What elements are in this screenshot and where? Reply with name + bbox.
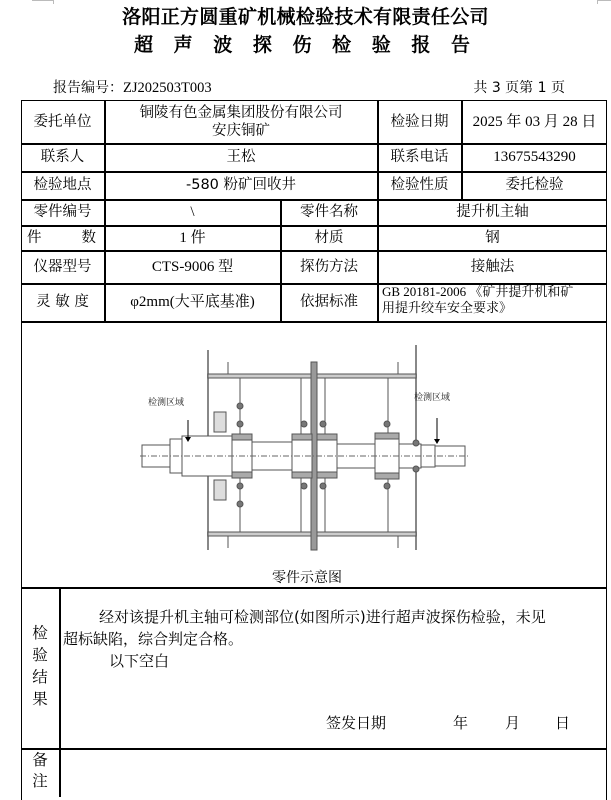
- report-title: 超 声 波 探 伤 检 验 报 告: [134, 34, 477, 56]
- site-label: 检验地点: [33, 177, 92, 193]
- nature-label: 检验性质: [390, 177, 449, 193]
- sign-month: 月: [505, 714, 521, 732]
- sensitivity-value: φ2mm(大平底基准): [130, 294, 255, 310]
- report-number-label: 报告编号：: [53, 80, 123, 96]
- part-name-value: 提升机主轴: [456, 204, 529, 220]
- part-no-label: 零件编号: [33, 204, 92, 220]
- sign-date-label: 签发日期: [326, 714, 387, 732]
- standard-label: 依据标准: [300, 294, 358, 310]
- corner-mark: [597, 0, 611, 1]
- standard-value: [378, 283, 607, 321]
- method-label: 探伤方法: [300, 258, 358, 275]
- nature-value: 委托检验: [505, 177, 564, 193]
- corner-mark: [32, 0, 54, 1]
- qty-value: 1 件: [179, 229, 206, 246]
- qty-label-b: 数: [81, 229, 96, 246]
- result-label-char: 结: [32, 668, 48, 686]
- detection-zone-label-right: 检测区域: [414, 393, 451, 403]
- shaft-drawing: [140, 340, 470, 560]
- contact-value: 王松: [226, 149, 256, 165]
- qty-label: [21, 225, 104, 250]
- material-label: 材质: [314, 229, 344, 246]
- instrument-label: 仪器型号: [33, 258, 92, 275]
- result-line3: 以下空白: [109, 652, 170, 670]
- part-no-value: \: [190, 204, 195, 220]
- result-label: [21, 622, 59, 710]
- row-divider: [21, 321, 607, 323]
- page-info: 共 3 页第 1 页: [473, 80, 565, 96]
- figure-caption: 零件示意图: [272, 570, 342, 586]
- part-name-label: 零件名称: [300, 204, 358, 220]
- row-divider: [21, 587, 607, 589]
- result-line1: 经对该提升机主轴可检测部位(如图所示)进行超声波探伤检验，未见: [99, 608, 546, 626]
- remarks-field: [61, 750, 606, 792]
- result-label-char: 验: [32, 646, 48, 664]
- remarks-label: [21, 750, 59, 792]
- qty-label-a: 件: [27, 229, 42, 246]
- sensitivity-label: 灵 敏 度: [36, 294, 89, 310]
- contact-label: 联系人: [40, 149, 85, 165]
- sign-year: 年: [453, 714, 469, 732]
- material-value: 钢: [485, 229, 500, 246]
- client-line1: 铜陵有色金属集团股份有限公司: [139, 104, 343, 121]
- result-label-char: 果: [32, 690, 48, 708]
- instrument-value: CTS-9006 型: [151, 258, 234, 275]
- phone-value: 13675543290: [493, 149, 576, 165]
- company-name: 洛阳正方圆重矿机械检验技术有限责任公司: [122, 6, 489, 28]
- result-label-char: 检: [32, 624, 48, 642]
- result-text: [63, 606, 607, 672]
- part-diagram: [140, 340, 470, 564]
- date-label: 检验日期: [390, 113, 449, 130]
- site-value: -580 粉矿回收井: [185, 177, 297, 193]
- client-line2: 安庆铜矿: [212, 122, 270, 139]
- detection-zone-label-left: 检测区域: [148, 398, 185, 408]
- standard-line2: 用提升绞车安全要求》: [382, 301, 513, 316]
- remarks-label-char: 注: [32, 772, 48, 790]
- method-value: 接触法: [470, 258, 515, 275]
- client-value: [105, 100, 377, 143]
- remarks-label-char: 备: [32, 751, 48, 769]
- sign-day: 日: [555, 714, 571, 732]
- phone-label: 联系电话: [390, 149, 449, 165]
- date-value: 2025 年 03 月 28 日: [472, 113, 597, 130]
- report-number-value: ZJ202503T003: [123, 80, 212, 96]
- client-label: 委托单位: [33, 113, 92, 130]
- result-line2: 超标缺陷，综合判定合格。: [63, 630, 244, 648]
- report-number: [53, 77, 212, 97]
- standard-line1: GB 20181-2006 《矿井提升机和矿: [382, 284, 574, 299]
